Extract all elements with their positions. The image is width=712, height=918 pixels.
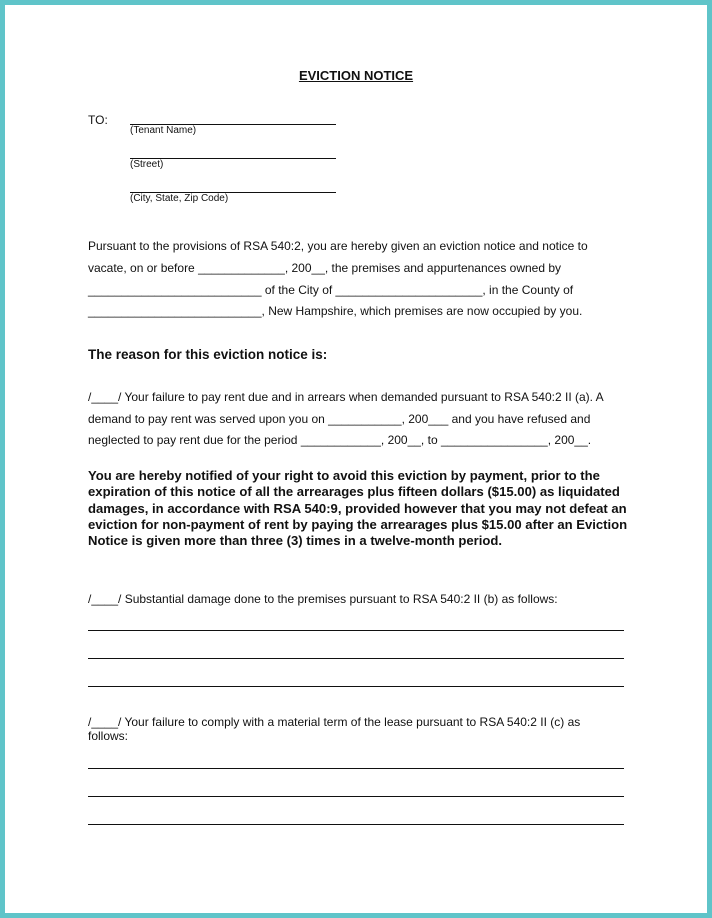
to-label: TO: <box>88 113 108 127</box>
city-state-zip-caption: (City, State, Zip Code) <box>130 193 229 204</box>
reason-b-text: /____/ Substantial damage done to the premises pursuant to RSA 540:2 II (b) as follows: <box>88 592 558 606</box>
reason-a-line-3: neglected to pay rent due for the period ____________, 200__, to ________________, 200__. <box>88 433 592 447</box>
intro-line-2: vacate, on or before _____________, 200__, the premises and appurtenances owned by <box>88 261 562 275</box>
intro-line-4: __________________________, New Hampshire, which premises are now occupied by you. <box>88 304 583 318</box>
tenant-name-caption: (Tenant Name) <box>130 125 197 136</box>
reason-heading: The reason for this eviction notice is: <box>88 347 328 362</box>
document-title: EVICTION NOTICE <box>298 68 414 83</box>
reason-a-line-2: demand to pay rent was served upon you on ___________, 200___ and you have refused and <box>88 412 591 426</box>
reason-b-line-1[interactable] <box>88 630 624 631</box>
reason-c-text: /____/ Your failure to comply with a material term of the lease pursuant to RSA 540:2 II (c) as follows: <box>88 715 581 743</box>
reason-a-line-1: /____/ Your failure to pay rent due and in arrears when demanded pursuant to RSA 540:2 II (a). A <box>88 390 604 404</box>
document-page <box>5 5 707 913</box>
reason-b-line-3[interactable] <box>88 686 624 687</box>
intro-line-3: __________________________ of the City of ______________________, in the County of <box>88 283 574 297</box>
payment-rights-notice: You are hereby notified of your right to avoid this eviction by payment, prior to the expiration of this notice of all the arrearages plus fifteen dollars ($15.00) as liquidated damages, in accordance with RSA 540:9, provided however that you may not defeat an eviction for non-payment of rent by paying the arrearages plus $15.00 after an Eviction Notice is given more than three (3) times in a twelve-month period. <box>88 468 628 549</box>
reason-c-line-1[interactable] <box>88 768 624 769</box>
reason-c-line-2[interactable] <box>88 796 624 797</box>
street-caption: (Street) <box>130 159 164 170</box>
reason-b-line-2[interactable] <box>88 658 624 659</box>
reason-c-line-3[interactable] <box>88 824 624 825</box>
intro-line-1: Pursuant to the provisions of RSA 540:2, you are hereby given an eviction notice and notice to <box>88 239 588 253</box>
